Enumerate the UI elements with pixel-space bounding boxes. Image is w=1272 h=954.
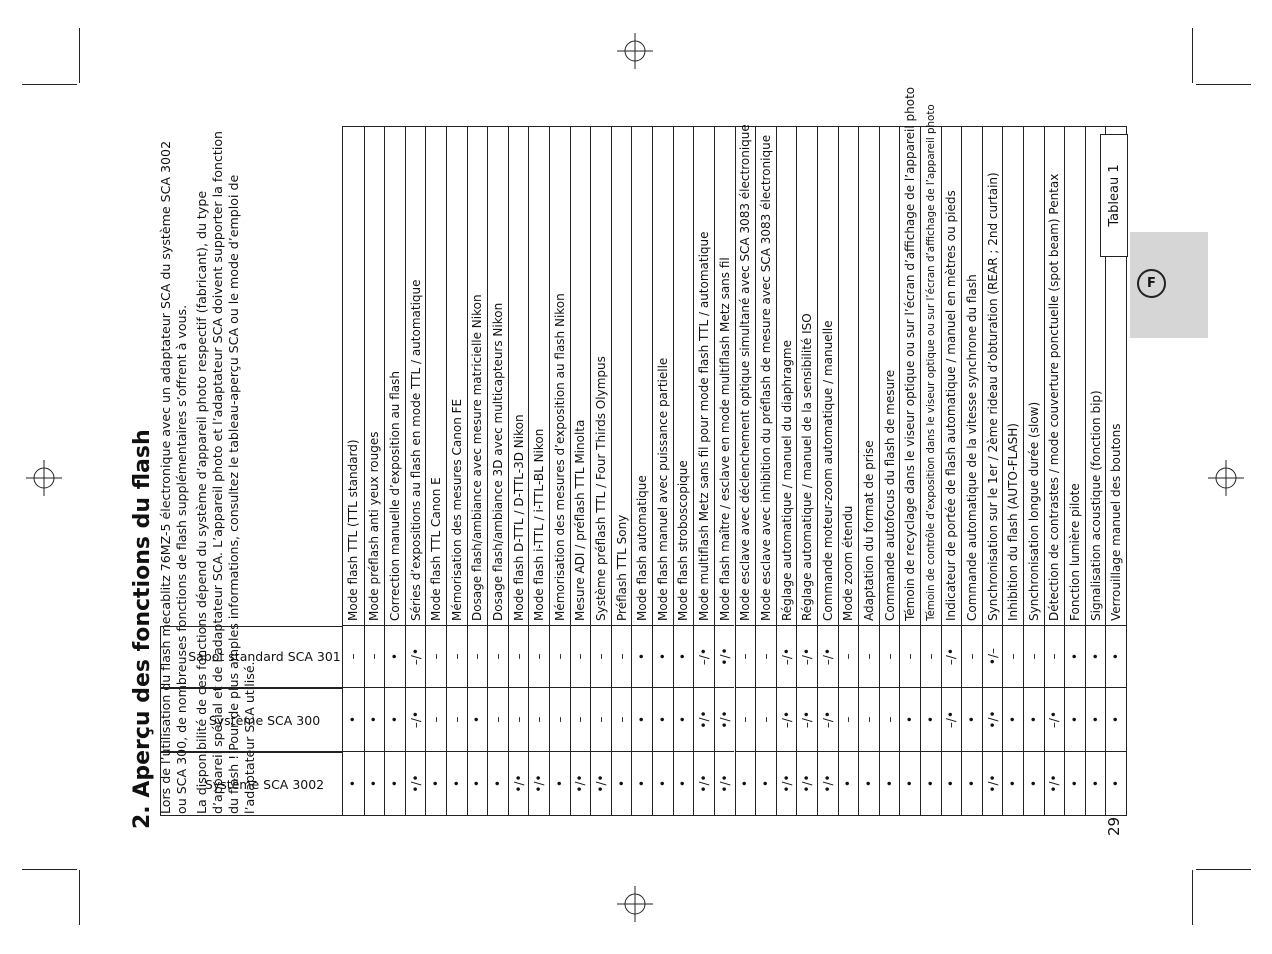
page-number: 29	[1105, 816, 1123, 836]
feature-label: Inhibition du flash (AUTO-FLASH)	[1006, 423, 1021, 621]
table-row	[508, 127, 529, 815]
table-row	[796, 127, 817, 815]
table-cell: –	[591, 687, 611, 751]
table-row	[858, 127, 879, 815]
feature-label: Séries d’expositions au flash en mode TTL / automatique	[408, 279, 423, 621]
table-row	[549, 127, 570, 815]
feature-label: Mode flash i-TTL / i-TTL-BL Nikon	[532, 428, 547, 621]
table-cell: •	[632, 751, 652, 815]
table-cell: –/•	[797, 625, 817, 687]
table-cell: •	[468, 751, 488, 815]
table-cell: •	[488, 751, 508, 815]
table-cell: •/•	[797, 751, 817, 815]
table-cell: •	[426, 751, 446, 815]
feature-label: Mode multiflash Metz sans fil pour mode flash TTL / automatique	[697, 231, 712, 621]
table-cell: •	[962, 751, 982, 815]
table-cell: –	[468, 625, 488, 687]
table-row	[941, 127, 962, 815]
table-row	[467, 127, 488, 815]
table-cell: –/•	[797, 687, 817, 751]
table-row	[755, 127, 776, 815]
table-row	[652, 127, 673, 815]
feature-label: Mémorisation des mesures Canon FE	[449, 398, 464, 621]
table-row	[611, 127, 632, 815]
table-cell: –/•	[777, 625, 797, 687]
table-row	[776, 127, 797, 815]
column-header-sca301: Sabot standard SCA 301	[160, 626, 343, 688]
table-cell: –	[571, 625, 591, 687]
table-cell: •	[900, 751, 920, 815]
feature-label: Mode flash D-TTL / D-TTL-3D Nikon	[511, 414, 526, 621]
table-row	[590, 127, 611, 815]
table-row	[446, 127, 467, 815]
table-cell: •	[343, 751, 364, 815]
table-cell: •	[921, 751, 941, 815]
table-cell: •	[1106, 625, 1126, 687]
table-cell: •	[1003, 751, 1023, 815]
feature-label: Mémorisation des mesures d’exposition au flash Nikon	[552, 293, 567, 621]
table-cell: •	[674, 751, 694, 815]
table-row	[425, 127, 446, 815]
table-row	[714, 127, 735, 815]
table-cell: •/•	[983, 751, 1003, 815]
table-cell: –	[880, 687, 900, 751]
feature-label: Détection de contrastes / mode couverture ponctuelle (spot beam) Pentax	[1047, 173, 1062, 621]
feature-label: Verrouillage manuel des boutons	[1109, 423, 1124, 621]
table-row	[1002, 127, 1023, 815]
feature-label: Signalisation acoustique (fonction bip)	[1088, 390, 1103, 621]
table-cell: •	[550, 751, 570, 815]
table-cell: –	[859, 625, 879, 687]
feature-label: Commande autofocus du flash de mesure	[882, 369, 897, 621]
table-cell: •/•	[715, 687, 735, 751]
table-cell: –	[509, 625, 529, 687]
table-cell: •	[1106, 751, 1126, 815]
table-cell: •/–	[983, 625, 1003, 687]
table-cell: –	[550, 625, 570, 687]
table-cell: •	[1086, 751, 1106, 815]
table-cell: •/•	[715, 625, 735, 687]
table-cell: –/•	[406, 687, 426, 751]
table-cell: •	[942, 751, 962, 815]
table-cell: –/•	[694, 625, 714, 687]
table-cell: •	[468, 687, 488, 751]
table-cell: •/•	[509, 751, 529, 815]
table-cell: –	[900, 625, 920, 687]
table-cell: –	[550, 687, 570, 751]
table-row	[735, 124, 756, 815]
table-cell: •	[1086, 625, 1106, 687]
table-row	[1044, 127, 1065, 815]
table-cell: •	[880, 751, 900, 815]
table-cell: –	[736, 687, 756, 751]
table-cell: •	[921, 687, 941, 751]
section-title: 2. Aperçu des fonctions du flash	[130, 429, 155, 829]
table-cell: –	[736, 625, 756, 687]
table-cell: •	[1106, 687, 1126, 751]
table-cell: –	[921, 625, 941, 687]
table-cell: •	[653, 751, 673, 815]
feature-label: Mode esclave avec déclenchement optique simultané avec SCA 3083 électronique	[738, 124, 753, 621]
feature-label: Dosage flash/ambiance avec mesure matricielle Nikon	[470, 294, 485, 621]
feature-label: Fonction lumière pilote	[1067, 483, 1082, 621]
table-cell: •	[343, 687, 364, 751]
table-cell: –	[343, 625, 364, 687]
feature-label: Mode flash manuel avec puissance partielle	[655, 357, 670, 621]
table-cell: •/•	[983, 687, 1003, 751]
table-cell: •/•	[406, 751, 426, 815]
table-row	[1064, 127, 1085, 815]
table-cell: –	[488, 687, 508, 751]
table-cell: –	[612, 687, 632, 751]
table-row	[343, 127, 364, 815]
feature-label: Synchronisation longue durée (slow)	[1026, 401, 1041, 621]
table-row	[364, 127, 385, 815]
table-row	[982, 127, 1003, 815]
table-cell: –	[1024, 625, 1044, 687]
table-cell: –	[612, 625, 632, 687]
table-cell: –/•	[1045, 687, 1065, 751]
table-row	[528, 127, 549, 815]
table-cell: –	[509, 687, 529, 751]
table-cell: •/•	[777, 751, 797, 815]
feature-label: Mode préflash anti yeux rouges	[367, 431, 382, 621]
table-cell: –/•	[777, 687, 797, 751]
table-cell: •	[385, 625, 405, 687]
table-cell: –	[426, 687, 446, 751]
table-cell: –	[839, 625, 859, 687]
table-cell: •/•	[529, 751, 549, 815]
table-cell: •	[839, 751, 859, 815]
table-cell: •	[365, 751, 385, 815]
table-cell: –/•	[942, 625, 962, 687]
table-cell: •	[900, 687, 920, 751]
feature-label: Témoin de recyclage dans le viseur optique ou sur l’écran d’affichage de l’appareil photo	[903, 86, 918, 621]
table-row	[920, 104, 941, 815]
feature-label: Mode flash automatique	[635, 475, 650, 621]
table-row	[570, 127, 591, 815]
table-cell: –	[426, 625, 446, 687]
table-row	[817, 127, 838, 815]
table-cell: –	[962, 625, 982, 687]
intro-paragraph: La disponibilité de ces fonctions dépend du système d’appareil photo respectif (fabricant), du type d’appareil spécial et de l’adaptateur SCA. L’appareil photo et l’adaptateur SCA doivent supporter la fonction du flash ! Pour de plus amples informations, consultez le tableau-aperçu SCA ou le mode d’emploi de l’adaptateur SCA utilisé.	[193, 130, 257, 814]
table-cell: •	[674, 687, 694, 751]
table-cell: –	[756, 687, 776, 751]
table-cell: –	[447, 687, 467, 751]
table-row	[899, 86, 920, 815]
table-row	[631, 127, 652, 815]
feature-label: Système préflash TTL / Four Thirds Olympus	[594, 356, 609, 621]
table-cell: –	[488, 625, 508, 687]
table-cell: •/•	[591, 751, 611, 815]
table-cell: –	[571, 687, 591, 751]
table-row	[961, 127, 982, 815]
table-cell: •	[447, 751, 467, 815]
table-cell: –	[529, 687, 549, 751]
table-cell: •	[859, 751, 879, 815]
table-cell: •	[385, 751, 405, 815]
column-header-sca300: Système SCA 300	[160, 688, 343, 752]
table-cell: •	[632, 687, 652, 751]
table-cell: –/•	[406, 625, 426, 687]
table-row	[838, 127, 859, 815]
feature-label: Mode flash TTL Canon E	[429, 477, 444, 621]
feature-label: Commande moteur-zoom automatique / manuelle	[820, 320, 835, 621]
table-cell: –	[529, 625, 549, 687]
table-cell: –	[447, 625, 467, 687]
table-row	[693, 127, 714, 815]
table-cell: •	[1065, 751, 1085, 815]
feature-label: Mode flash TTL (TTL standard)	[346, 439, 361, 621]
table-cell: •	[962, 687, 982, 751]
table-cell: •/•	[1045, 751, 1065, 815]
table-cell: •	[1086, 687, 1106, 751]
table-cell: –	[591, 625, 611, 687]
language-tab-label: F	[1137, 269, 1166, 298]
table-cell: –	[880, 625, 900, 687]
table-cell: –/•	[818, 625, 838, 687]
feature-label: Correction manuelle d’exposition au flash	[388, 371, 402, 621]
column-header-sca3002: Système SCA 3002	[160, 752, 343, 816]
table-cell: •	[1024, 687, 1044, 751]
table-cell: –	[365, 625, 385, 687]
feature-label: Réglage automatique / manuel du diaphragme	[779, 340, 794, 621]
feature-label: Préflash TTL Sony	[614, 514, 629, 621]
feature-label: Mode flash stroboscopique	[676, 460, 691, 621]
table-cell: •	[1065, 625, 1085, 687]
feature-label: Adaptation du format de prise	[861, 440, 876, 621]
table-row	[673, 127, 694, 815]
feature-label: Synchronisation sur le 1er / 2ème rideau d’obturation (REAR ; 2nd curtain)	[985, 172, 1000, 621]
table-cell: •	[674, 625, 694, 687]
table-cell: •/•	[571, 751, 591, 815]
table-cell: •/•	[694, 687, 714, 751]
table-cell: •	[612, 751, 632, 815]
table-cell: •	[736, 751, 756, 815]
table-cell: –	[859, 687, 879, 751]
table-cell: •	[1024, 751, 1044, 815]
table-cell: •	[653, 625, 673, 687]
table-cell: •	[632, 625, 652, 687]
feature-label: Témoin de contrôle d’exposition dans le viseur optique ou sur l’écran d’affichage de l’appareil photo	[924, 104, 937, 621]
feature-label: Dosage flash/ambiance 3D avec multicapteurs Nikon	[491, 302, 506, 621]
feature-label: Commande automatique de la vitesse synchrone du flash	[964, 274, 979, 621]
table-cell: –/•	[818, 687, 838, 751]
feature-label: Mode flash maître / esclave en mode multiflash Metz sans fil	[717, 257, 732, 621]
table-cell: •	[756, 751, 776, 815]
feature-label: Indicateur de portée de flash automatique / manuel en mètres ou pieds	[944, 190, 959, 621]
table-cell: •	[1065, 687, 1085, 751]
table-cell: •	[1003, 687, 1023, 751]
table-cell: –	[839, 687, 859, 751]
table-cell: –	[756, 625, 776, 687]
table-cell: •/•	[818, 751, 838, 815]
feature-label: Mesure ADI / préflash TTL Minolta	[573, 419, 588, 621]
feature-label: Réglage automatique / manuel de la sensibilité ISO	[800, 313, 815, 621]
table-row	[405, 127, 426, 815]
table-row	[487, 127, 508, 815]
table-row	[1023, 127, 1044, 815]
table-tag: Tableau 1	[1100, 134, 1128, 257]
feature-table	[342, 86, 1127, 816]
table-cell: •/•	[694, 751, 714, 815]
table-row	[384, 127, 405, 815]
table-cell: •	[365, 687, 385, 751]
feature-label: Mode esclave avec inhibition du préflash de mesure avec SCA 3083 électronique	[758, 134, 773, 621]
intro-paragraph: Lors de l’utilisation du flash mecablitz 76MZ-5 électronique avec un adaptateur SCA du système SCA 3002 ou SCA 300, de nombreuses fonctions de flash supplémentaires s’offrent à vous.	[158, 140, 189, 814]
table-cell: –	[1045, 625, 1065, 687]
table-cell: –	[1003, 625, 1023, 687]
table-cell: –/•	[942, 687, 962, 751]
table-cell: •	[653, 687, 673, 751]
table-cell: •/•	[715, 751, 735, 815]
table-row	[879, 127, 900, 815]
feature-label: Mode zoom étendu	[841, 505, 856, 621]
table-cell: •	[385, 687, 405, 751]
